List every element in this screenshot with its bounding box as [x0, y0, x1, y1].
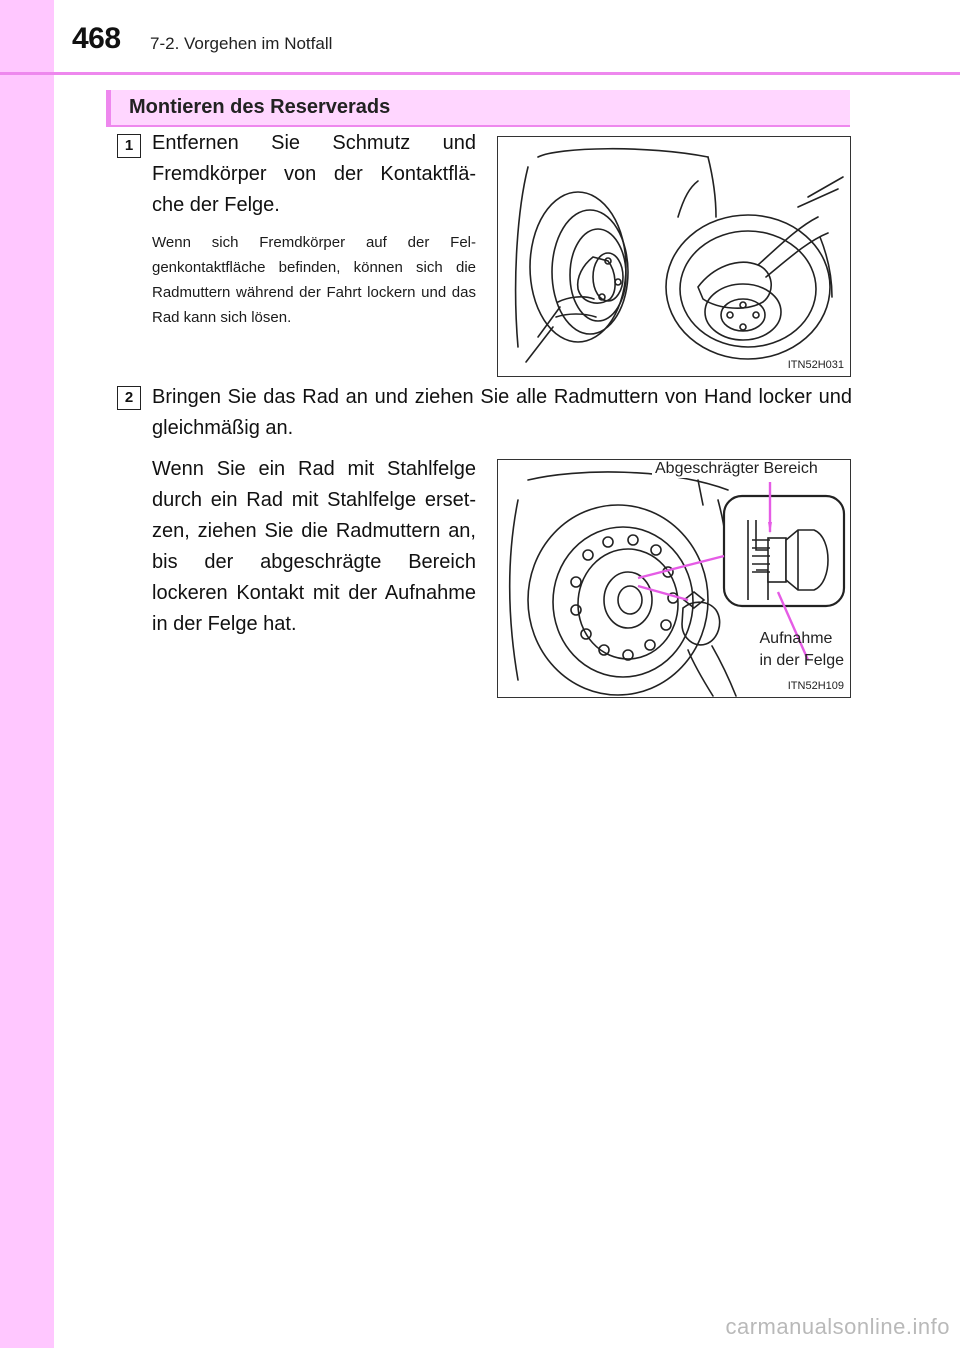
step-2-badge: 2 [117, 386, 141, 410]
wheel-cleaning-illustration [498, 137, 851, 377]
step-1-badge: 1 [117, 134, 141, 158]
callout-rim-seat-line2: in der Felge [759, 652, 844, 669]
callout-rim-seat-line1: Aufnahme [759, 630, 833, 647]
heading-text: Montieren des Reserverads [129, 96, 391, 118]
figure-1-code: ITN52H031 [787, 359, 844, 371]
side-band [0, 0, 54, 1348]
callout-chamfered-area: Abgeschrägter Bereich [652, 460, 821, 478]
page-number: 468 [72, 22, 121, 55]
section-heading [106, 90, 850, 125]
watermark: carmanualsonline.info [725, 1314, 950, 1339]
heading-divider [106, 125, 850, 127]
step-1-note: Wenn sich Fremdkörper auf der Fel- genkontaktfläche befinden, können sich die Radmuttern während der Fahrt lockern und das Rad kann sich lösen. [152, 234, 476, 326]
step-1-text: Entfernen Sie Schmutz und Fremdkörper von der Kontaktflä- che der Felge. [152, 132, 476, 216]
step-2-text: Bringen Sie das Rad an und ziehen Sie alle Radmuttern von Hand locker und gleichmäßig an. [152, 386, 852, 439]
step-1-figure [497, 136, 851, 377]
section-title: 7-2. Vorgehen im Notfall [150, 34, 333, 53]
header-divider [0, 72, 960, 75]
callout-rim-seat [760, 628, 845, 672]
step-2-figure [497, 459, 851, 698]
figure-2-code: ITN52H109 [787, 680, 844, 692]
step-2-detail: Wenn Sie ein Rad mit Stahlfelge durch ein Rad mit Stahlfelge erset- zen, ziehen Sie die Radmuttern an, bis der abgeschrägte Bereich lockeren Kontakt mit der Aufnahme in der Felge hat. [152, 458, 476, 635]
